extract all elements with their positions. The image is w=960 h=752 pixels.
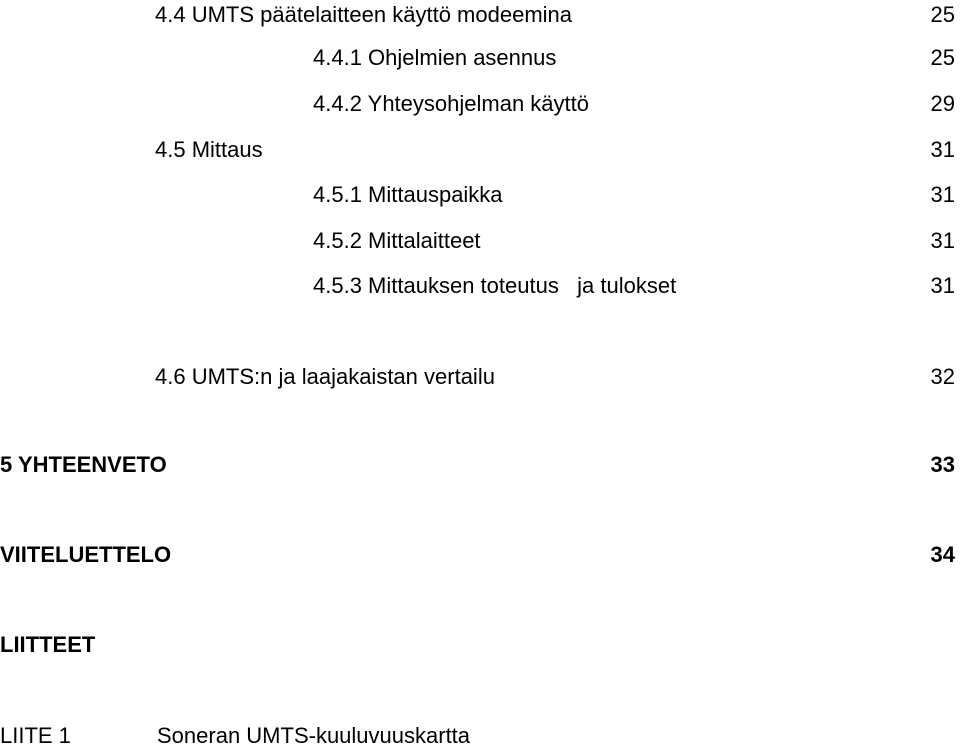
toc-entry-4-5 [155,135,955,165]
toc-entry-page: 34 [930,542,955,567]
toc-entry-page: 25 [930,45,955,70]
toc-entry-appendices [0,630,955,660]
toc-entry-4-4 [155,0,955,30]
appendix-title: Soneran UMTS-kuuluvuuskartta [157,723,471,748]
toc-entry-4-4-1 [313,43,955,73]
toc-entry-title: 4.5.2 Mittalaitteet [313,228,481,253]
toc-entry-page: 31 [930,182,955,207]
toc-entry-title: VIITELUETTELO [0,542,172,567]
toc-entry-4-6 [155,362,955,392]
toc-entry-page: 32 [930,364,955,389]
toc-entry-4-5-3 [313,271,955,301]
appendix-label: LIITE 1 [0,723,71,748]
toc-entry-title: 4.5.3 Mittauksen toteutus ja tulokset [313,273,677,298]
toc-entry-4-4-2 [313,89,955,119]
toc-entry-4-5-1 [313,180,955,210]
toc-entry-title: 5 YHTEENVETO [0,452,167,477]
toc-entry-title: LIITTEET [0,632,96,657]
toc-entry-5 [0,450,955,480]
toc-entry-page: 29 [930,91,955,116]
toc-entry-page: 31 [930,273,955,298]
toc-entry-title: 4.4.2 Yhteysohjelman käyttö [313,91,589,116]
toc-entry-4-5-2 [313,226,955,256]
toc-entry-page: 33 [930,452,955,477]
toc-entry-references [0,540,955,570]
toc-entry-title: 4.4 UMTS päätelaitteen käyttö modeemina [155,2,573,27]
toc-entry-title: 4.5.1 Mittauspaikka [313,182,503,207]
toc-entry-page: 25 [930,2,955,27]
toc-entry-page: 31 [930,137,955,162]
toc-entry-page: 31 [930,228,955,253]
toc-entry-title: 4.5 Mittaus [155,137,263,162]
toc-entry-title: 4.4.1 Ohjelmien asennus [313,45,557,70]
toc-entry-title: 4.6 UMTS:n ja laajakaistan vertailu [155,364,495,389]
